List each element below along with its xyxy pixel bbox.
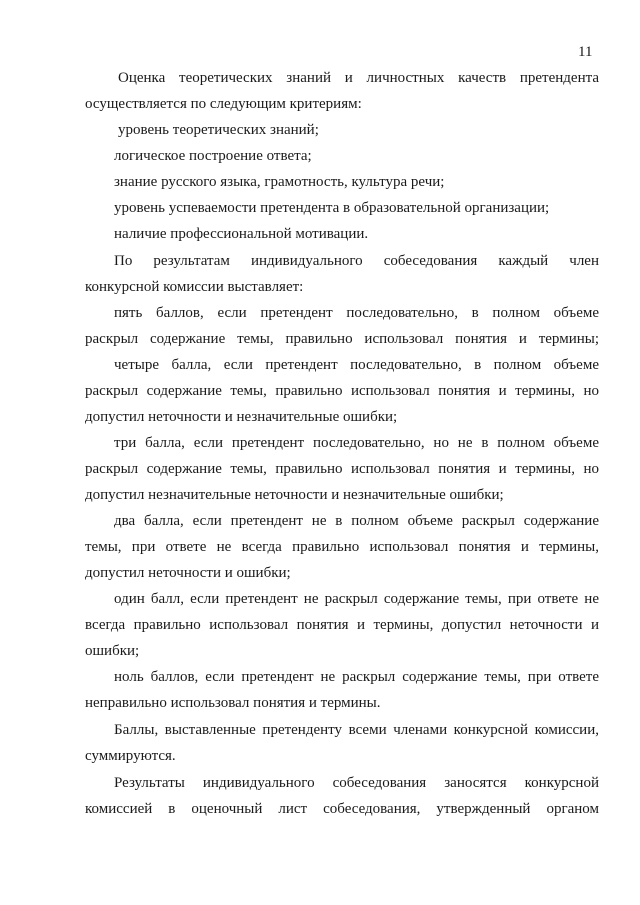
score-zero-line: ноль баллов, если претендент не раскрыл содержание темы, при ответе <box>114 669 599 685</box>
score-four-line: раскрыл содержание темы, правильно использовал понятия и термины, но <box>85 383 599 399</box>
score-four-line: допустил неточности и незначительные ошибки; <box>85 409 398 425</box>
paragraph-line: Оценка теоретических знаний и личностных качеств претендента <box>118 70 599 86</box>
score-two-line: темы, при ответе не всегда правильно использовал понятия и термины, <box>85 539 599 555</box>
paragraph-line: комиссией в оценочный лист собеседования, утвержденный органом <box>85 801 599 817</box>
criterion-item: уровень теоретических знаний; <box>118 122 319 138</box>
paragraph-line: конкурсной комиссии выставляет: <box>85 279 304 295</box>
page-number: 11 <box>578 44 593 60</box>
score-two-line: допустил неточности и ошибки; <box>85 565 291 581</box>
score-three-line: раскрыл содержание темы, правильно использовал понятия и термины, но <box>85 461 599 477</box>
score-three-line: три балла, если претендент последовательно, но не в полном объеме <box>114 435 599 451</box>
score-zero-line: неправильно использовал понятия и термины. <box>85 695 381 711</box>
criterion-item: наличие профессиональной мотивации. <box>114 226 369 242</box>
paragraph-line: осуществляется по следующим критериям: <box>85 96 362 112</box>
criterion-item: логическое построение ответа; <box>114 148 312 164</box>
score-five-line: раскрыл содержание темы, правильно использовал понятия и термины; <box>85 331 599 347</box>
score-two-line: два балла, если претендент не в полном объеме раскрыл содержание <box>114 513 599 529</box>
criterion-item: знание русского языка, грамотность, культура речи; <box>114 174 445 190</box>
paragraph-line: По результатам индивидуального собеседования каждый член <box>114 253 599 269</box>
score-one-line: ошибки; <box>85 643 140 659</box>
criterion-item: уровень успеваемости претендента в образовательной организации; <box>114 200 550 216</box>
score-one-line: всегда правильно использовал понятия и термины, допустил неточности и <box>85 617 599 633</box>
document-body <box>85 65 599 822</box>
paragraph-line: суммируются. <box>85 748 176 764</box>
score-five-line: пять баллов, если претендент последовательно, в полном объеме <box>114 305 599 321</box>
paragraph-line: Результаты индивидуального собеседования заносятся конкурсной <box>114 775 599 791</box>
score-four-line: четыре балла, если претендент последовательно, в полном объеме <box>114 357 599 373</box>
score-one-line: один балл, если претендент не раскрыл содержание темы, при ответе не <box>114 591 599 607</box>
score-three-line: допустил незначительные неточности и незначительные ошибки; <box>85 487 504 503</box>
paragraph-line: Баллы, выставленные претенденту всеми членами конкурсной комиссии, <box>114 722 599 738</box>
